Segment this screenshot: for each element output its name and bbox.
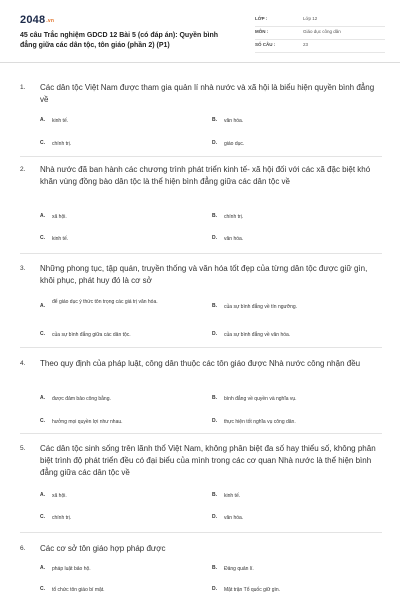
option-text: kinh tế. xyxy=(52,118,69,124)
option-letter: B. xyxy=(212,213,217,219)
option-text: văn hóa. xyxy=(224,515,244,521)
option-text: chính trị. xyxy=(224,214,244,220)
question-divider xyxy=(20,347,382,348)
question-number: 4. xyxy=(20,360,26,367)
option-text: để giáo dục ý thức tôn trọng các giá trị văn hóa. xyxy=(52,299,158,305)
option-text: thực hiện tốt nghĩa vụ công dân. xyxy=(224,419,296,425)
option-text: chính trị. xyxy=(52,515,72,521)
option-letter: B. xyxy=(212,395,217,401)
option-letter: C. xyxy=(40,586,45,592)
option-text: chính trị. xyxy=(52,141,72,147)
option-letter: A. xyxy=(40,117,45,123)
question-divider xyxy=(20,532,382,533)
option-text: được đảm bảo công bằng. xyxy=(52,396,111,402)
meta-value: 23 xyxy=(303,42,309,47)
option-text: của sự bình đẳng về văn hóa. xyxy=(224,332,291,338)
option-letter: A. xyxy=(40,213,45,219)
option-letter: A. xyxy=(40,565,45,571)
option-text: pháp luật bảo hộ. xyxy=(52,566,91,572)
option-letter: B. xyxy=(212,565,217,571)
option-text: Đảng quản lí. xyxy=(224,566,254,572)
question-text: Theo quy định của pháp luật, công dân thuộc các tôn giáo được Nhà nước công nhận đều xyxy=(40,359,361,368)
option-letter: C. xyxy=(40,514,45,520)
option-letter: B. xyxy=(212,492,217,498)
meta-row-subject xyxy=(255,27,385,40)
option-letter: C. xyxy=(40,140,45,146)
option-text: văn hóa. xyxy=(224,236,244,242)
option-text: văn hóa. xyxy=(224,118,244,124)
logo-text: 2048 xyxy=(20,14,46,26)
option-text: xã hội. xyxy=(52,214,67,220)
page-header xyxy=(20,14,382,58)
question-text: Các dân tộc sinh sống trên lãnh thổ Việt Nam, không phân biệt đa số hay thiểu số, không phân biệt trình độ phát triển đều có đại biểu của mình trong các cơ quan Nhà nước là thể hiện bình đẳng giữa các dân tộc về xyxy=(40,444,376,477)
option-letter: D. xyxy=(212,514,217,520)
option-letter: C. xyxy=(40,235,45,241)
option-text: tổ chức tôn giáo bí mật. xyxy=(52,587,105,593)
meta-label: SỐ CÂU : xyxy=(255,42,276,47)
question-text: Nhà nước đã ban hành các chương trình phát triển kinh tế- xã hội đối với các xã đặc biệt khó khăn vùng đồng bào dân tộc là thể hiện bình đẳng giữa các dân tộc về xyxy=(40,165,371,186)
option-text: của sự bình đẳng về tín ngưỡng. xyxy=(224,304,298,310)
question-text: Các cơ sở tôn giáo hợp pháp được xyxy=(40,544,166,553)
logo-suffix: .vn xyxy=(46,18,55,24)
meta-label: LỚP : xyxy=(255,16,268,21)
question-number: 3. xyxy=(20,265,26,272)
option-letter: B. xyxy=(212,117,217,123)
option-letter: C. xyxy=(40,418,45,424)
question-number: 6. xyxy=(20,545,26,552)
question-divider xyxy=(20,433,382,434)
question-number: 5. xyxy=(20,445,26,452)
option-letter: C. xyxy=(40,331,45,337)
meta-row-count xyxy=(255,40,385,53)
option-letter: D. xyxy=(212,235,217,241)
option-text: hưởng mọi quyền lợi như nhau. xyxy=(52,419,123,425)
meta-row-class xyxy=(255,14,385,27)
option-letter: D. xyxy=(212,140,217,146)
option-text: của sự bình đẳng giữa các dân tộc. xyxy=(52,332,131,338)
option-letter: B. xyxy=(212,303,217,309)
page-title: 45 câu Trắc nghiệm GDCD 12 Bài 5 (có đáp án): Quyền bình đẳng giữa các dân tộc, tôn giáo (phần 2) (P1) xyxy=(20,32,218,49)
option-text: kinh tế. xyxy=(52,236,69,242)
option-letter: A. xyxy=(40,492,45,498)
question-divider xyxy=(20,253,382,254)
meta-value: Giáo dục công dân xyxy=(303,29,341,34)
site-logo[interactable] xyxy=(20,14,54,26)
option-text: kinh tế. xyxy=(224,493,241,499)
question-number: 2. xyxy=(20,166,26,173)
option-text: Mặt trận Tổ quốc giữ gìn. xyxy=(224,587,281,593)
option-letter: D. xyxy=(212,418,217,424)
meta-value: Lớp 12 xyxy=(303,16,318,21)
header-divider xyxy=(0,62,400,63)
option-letter: A. xyxy=(40,395,45,401)
option-text: xã hội. xyxy=(52,493,67,499)
question-number: 1. xyxy=(20,84,26,91)
meta-label: MÔN : xyxy=(255,29,269,34)
option-text: giáo dục. xyxy=(224,141,245,147)
option-letter: A. xyxy=(40,303,45,309)
question-divider xyxy=(20,156,382,157)
option-text: bình đẳng về quyền và nghĩa vụ. xyxy=(224,396,297,402)
meta-table xyxy=(255,14,385,53)
question-text: Các dân tộc Việt Nam được tham gia quản lí nhà nước và xã hội là biểu hiện quyền bình đẳng về xyxy=(40,83,375,104)
option-letter: D. xyxy=(212,331,217,337)
option-letter: D. xyxy=(212,586,217,592)
question-text: Những phong tục, tập quán, truyền thống và văn hóa tốt đẹp của từng dân tộc được giữ gìn, khôi phục, phát huy đó là cơ sở xyxy=(40,264,368,285)
